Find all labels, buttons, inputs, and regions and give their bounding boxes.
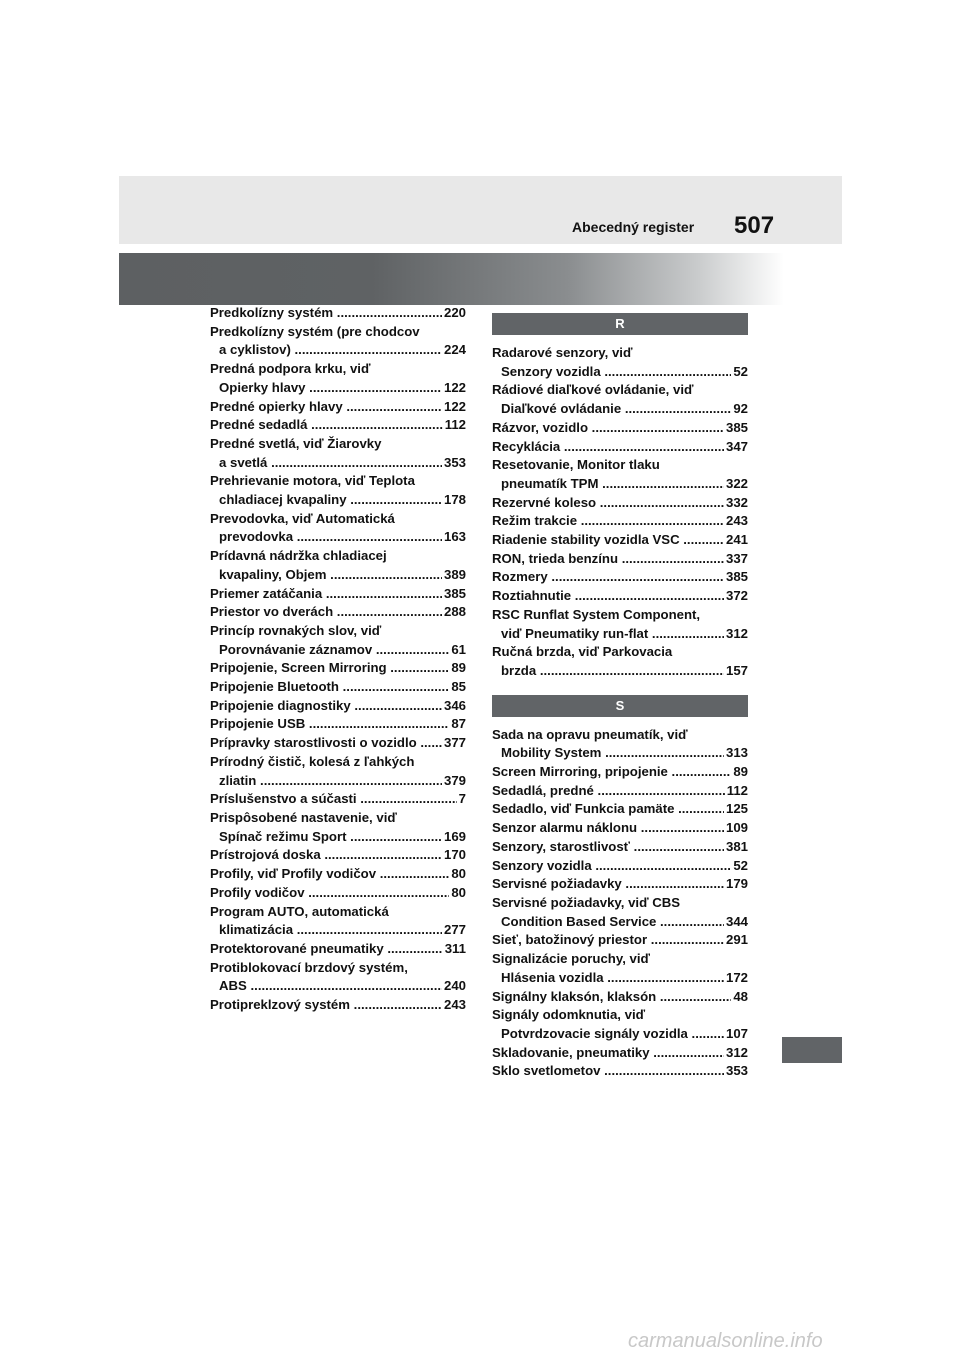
index-entry xyxy=(492,875,748,894)
index-entry xyxy=(492,512,748,531)
index-entry-text: Pripojenie Bluetooth ..... xyxy=(210,678,449,697)
index-entry-text: Pripojenie, Screen Mirroring ..... xyxy=(210,659,449,678)
index-entry-text: Predná podpora krku, viď xyxy=(210,361,371,377)
index-entry-text: Sieť, batožinový priestor ..... xyxy=(492,931,724,950)
index-entry-text: Mobility System ..... xyxy=(501,744,724,763)
index-entry-page: 377 xyxy=(443,735,466,751)
index-entry-page: 61 xyxy=(451,641,466,657)
index-column-left xyxy=(210,304,466,1015)
index-entry xyxy=(492,494,748,513)
index-entry xyxy=(492,763,748,782)
index-entry xyxy=(210,865,466,884)
index-entry-text: chladiacej kvapaliny ..... xyxy=(219,491,442,510)
index-entry-page: 52 xyxy=(733,363,748,379)
index-entry-text: a cyklistov) ..... xyxy=(219,341,442,360)
index-entry xyxy=(210,996,466,1015)
index-entry xyxy=(492,969,748,988)
index-entry-page: 311 xyxy=(444,940,466,956)
index-entry-page: 122 xyxy=(443,379,466,395)
index-entry xyxy=(210,585,466,604)
index-entry-text: Signály odomknutia, viď xyxy=(492,1007,646,1023)
index-entry-page: 179 xyxy=(725,876,748,892)
index-entry-text: Signalizácie poruchy, viď xyxy=(492,951,651,967)
index-entry xyxy=(210,678,466,697)
index-entry-text: Sada na opravu pneumatík, viď xyxy=(492,726,688,742)
section-r-list xyxy=(492,344,748,681)
index-entry-text: Resetovanie, Monitor tlaku xyxy=(492,457,660,473)
index-entry-text: Režim trakcie ..... xyxy=(492,512,724,531)
index-entry xyxy=(210,398,466,417)
index-entry xyxy=(492,662,748,681)
index-column-right xyxy=(492,313,748,1081)
index-entry xyxy=(210,360,466,379)
index-entry xyxy=(210,772,466,791)
index-entry-text: Predné opierky hlavy ..... xyxy=(210,398,442,417)
index-entry xyxy=(492,381,748,400)
index-entry-page: 385 xyxy=(725,419,748,435)
index-entry-text: Rázvor, vozidlo ..... xyxy=(492,419,724,438)
index-entry-page: 243 xyxy=(443,997,466,1013)
index-entry-page: 80 xyxy=(451,884,466,900)
index-entry-page: 92 xyxy=(733,401,748,417)
index-entry-page: 52 xyxy=(733,857,748,873)
index-entry xyxy=(492,587,748,606)
index-entry-page: 312 xyxy=(725,625,748,641)
index-entry-page: 381 xyxy=(725,838,748,854)
index-entry-page: 122 xyxy=(443,398,466,414)
index-entry-text: Prístrojová doska ..... xyxy=(210,846,442,865)
index-entry-text: Predné svetlá, viď Žiarovky xyxy=(210,435,382,451)
section-s-list xyxy=(492,726,748,1081)
index-entry xyxy=(210,566,466,585)
index-entry-page: 220 xyxy=(443,305,466,320)
index-entry xyxy=(492,950,748,969)
index-entry-text: kvapaliny, Objem ..... xyxy=(219,566,442,585)
index-entry-text: Priemer zatáčania ..... xyxy=(210,585,442,604)
index-entry xyxy=(492,363,748,382)
index-entry xyxy=(492,1044,748,1063)
index-entry-text: Sedadlo, viď Funkcia pamäte ..... xyxy=(492,800,724,819)
index-entry-text: RSC Runflat System Component, xyxy=(492,606,701,622)
index-entry xyxy=(492,456,748,475)
index-entry-text: Senzor alarmu náklonu ..... xyxy=(492,819,724,838)
index-entry-text: Servisné požiadavky, viď CBS xyxy=(492,894,681,910)
index-entry-page: 157 xyxy=(725,662,748,678)
index-entry xyxy=(210,940,466,959)
decorative-gradient-bar xyxy=(119,253,842,305)
index-entry-page: 344 xyxy=(725,913,748,929)
index-entry-page: 125 xyxy=(725,801,748,817)
index-entry xyxy=(492,568,748,587)
index-entry xyxy=(492,838,748,857)
index-entry-text: Condition Based Service ..... xyxy=(501,913,724,932)
index-entry-page: 346 xyxy=(443,697,466,713)
index-entry xyxy=(492,531,748,550)
index-entry-page: 172 xyxy=(725,969,748,985)
index-entry-page: 337 xyxy=(725,550,748,566)
index-entry-text: Pripojenie diagnostiky ..... xyxy=(210,697,442,716)
index-entry-page: 353 xyxy=(725,1063,748,1079)
index-entry-page: 379 xyxy=(443,772,466,788)
index-entry xyxy=(210,959,466,978)
index-entry-text: Hlásenia vozidla ..... xyxy=(501,969,724,988)
index-entry-page: 313 xyxy=(725,745,748,761)
index-entry-text: Servisné požiadavky ..... xyxy=(492,875,724,894)
index-entry xyxy=(210,304,466,323)
index-entry-text: pneumatík TPM ..... xyxy=(501,475,724,494)
page-number: 507 xyxy=(734,212,775,239)
index-entry-text: Signálny klaksón, klaksón ..... xyxy=(492,988,731,1007)
index-entry xyxy=(210,547,466,566)
index-entry xyxy=(492,550,748,569)
index-entry-text: Sedadlá, predné ..... xyxy=(492,782,725,801)
index-entry xyxy=(492,931,748,950)
index-entry-page: 385 xyxy=(725,569,748,585)
index-entry-page: 385 xyxy=(443,585,466,601)
index-entry-text: Prírodný čistič, kolesá z ľahkých xyxy=(210,753,415,769)
index-entry xyxy=(492,894,748,913)
index-entry-page: 347 xyxy=(725,438,748,454)
page-title: Abecedný register xyxy=(572,219,695,235)
index-entry xyxy=(210,435,466,454)
index-entry-page: 224 xyxy=(443,342,466,358)
index-entry xyxy=(210,884,466,903)
index-entry-page: 178 xyxy=(443,492,466,508)
index-entry xyxy=(210,641,466,660)
index-entry-text: Protiblokovací brzdový systém, xyxy=(210,959,408,975)
index-entry xyxy=(492,419,748,438)
index-entry-text: RON, trieda benzínu ..... xyxy=(492,550,724,569)
index-entry-page: 112 xyxy=(444,417,466,433)
index-entry xyxy=(210,753,466,772)
index-entry xyxy=(210,454,466,473)
index-entry-page: 322 xyxy=(725,475,748,491)
index-entry xyxy=(492,625,748,644)
section-header-s: S xyxy=(492,695,748,717)
index-entry-text: brzda ..... xyxy=(501,662,724,681)
index-entry-page: 107 xyxy=(725,1025,748,1041)
index-entry-page: 241 xyxy=(725,532,748,548)
index-entry xyxy=(210,903,466,922)
index-entry-page: 389 xyxy=(443,566,466,582)
index-entry-page: 312 xyxy=(725,1044,748,1060)
index-entry-text: Rezervné koleso ..... xyxy=(492,494,724,513)
index-entry xyxy=(492,344,748,363)
index-entry-text: Potvrdzovacie signály vozidla ..... xyxy=(501,1025,724,1044)
index-entry xyxy=(492,1062,748,1081)
index-entry xyxy=(210,323,466,342)
index-entry-text: Protektorované pneumatiky ..... xyxy=(210,940,443,959)
index-entry-text: Ručná brzda, viď Parkovacia xyxy=(492,644,673,660)
index-entry xyxy=(210,828,466,847)
index-entry xyxy=(492,800,748,819)
section-header-r: R xyxy=(492,313,748,335)
index-entry-text: Prevodovka, viď Automatická xyxy=(210,510,395,526)
index-entry xyxy=(210,734,466,753)
index-entry-text: a svetlá ..... xyxy=(219,454,442,473)
index-entry-page: 163 xyxy=(443,529,466,545)
index-entry xyxy=(210,809,466,828)
index-entry-page: 169 xyxy=(443,828,466,844)
index-entry-text: Diaľkové ovládanie ..... xyxy=(501,400,731,419)
index-entry-page: 87 xyxy=(451,716,466,732)
index-entry-text: Prehrievanie motora, viď Teplota xyxy=(210,473,415,489)
index-entry xyxy=(492,643,748,662)
watermark: carmanualsonline.info xyxy=(628,1330,823,1352)
index-entry xyxy=(492,438,748,457)
index-entry-text: Riadenie stability vozidla VSC ..... xyxy=(492,531,724,550)
index-entry xyxy=(492,782,748,801)
index-entry xyxy=(210,416,466,435)
index-entry-text: Prídavná nádržka chladiacej xyxy=(210,548,387,564)
index-entry-text: Senzory vozidla ..... xyxy=(492,857,731,876)
index-entry xyxy=(210,921,466,940)
index-entry-page: 170 xyxy=(443,847,466,863)
index-entry xyxy=(210,528,466,547)
index-entry-page: 89 xyxy=(733,764,748,780)
index-entry-page: 353 xyxy=(443,454,466,470)
index-entry-text: Senzory, starostlivosť ..... xyxy=(492,838,724,857)
index-entry-page: 89 xyxy=(451,660,466,676)
index-entry xyxy=(210,379,466,398)
index-entry-text: Senzory vozidla ..... xyxy=(501,363,731,382)
index-entry-page: 80 xyxy=(451,866,466,882)
index-entry-text: Roztiahnutie ..... xyxy=(492,587,724,606)
index-entry-text: Rozmery ..... xyxy=(492,568,724,587)
index-entry xyxy=(210,790,466,809)
index-entry xyxy=(210,715,466,734)
index-entry-text: Opierky hlavy ..... xyxy=(219,379,442,398)
index-entry-page: 240 xyxy=(443,978,466,994)
index-entry-text: Radarové senzory, viď xyxy=(492,345,633,360)
index-entry-text: klimatizácia ..... xyxy=(219,921,442,940)
index-entry xyxy=(210,846,466,865)
index-entry-text: Pripojenie USB ..... xyxy=(210,715,449,734)
index-entry xyxy=(492,744,748,763)
index-entry xyxy=(492,819,748,838)
index-entry xyxy=(210,491,466,510)
index-entry xyxy=(492,475,748,494)
index-entry xyxy=(210,510,466,529)
index-entry xyxy=(210,341,466,360)
index-entry-text: Predné sedadlá ..... xyxy=(210,416,443,435)
index-entry-text: zliatin ..... xyxy=(219,772,442,791)
index-entry xyxy=(210,622,466,641)
index-entry-text: Profily vodičov ..... xyxy=(210,884,449,903)
index-entry-text: Skladovanie, pneumatiky ..... xyxy=(492,1044,724,1063)
index-entry-text: Screen Mirroring, pripojenie ..... xyxy=(492,763,731,782)
index-entry xyxy=(210,977,466,996)
index-entry-page: 85 xyxy=(451,679,466,695)
index-entry-page: 112 xyxy=(726,782,748,798)
index-entry-text: Príslušenstvo a súčasti ..... xyxy=(210,790,457,809)
index-entry-text: Profily, viď Profily vodičov ..... xyxy=(210,865,449,884)
index-entry-text: Priestor vo dverách ..... xyxy=(210,603,442,622)
index-entry-text: Prispôsobené nastavenie, viď xyxy=(210,809,397,825)
index-entry-page: 372 xyxy=(725,588,748,604)
index-entry xyxy=(492,400,748,419)
index-entry xyxy=(492,988,748,1007)
index-entry-page: 48 xyxy=(733,988,748,1004)
index-entry-page: 291 xyxy=(725,932,748,948)
index-entry-text: Predkolízny systém (pre chodcov xyxy=(210,323,420,339)
index-entry-text: Prípravky starostlivosti o vozidlo ..... xyxy=(210,734,442,753)
index-entry xyxy=(210,697,466,716)
index-entry xyxy=(492,1006,748,1025)
index-entry-page: 332 xyxy=(725,494,748,510)
index-entry-page: 109 xyxy=(725,820,748,836)
index-entry-text: Predkolízny systém ..... xyxy=(210,304,442,323)
index-entry-text: Porovnávanie záznamov ..... xyxy=(219,641,449,660)
index-entry-text: Program AUTO, automatická xyxy=(210,903,389,919)
index-entry-text: ABS ..... xyxy=(219,977,442,996)
index-entry-text: Protipreklzový systém ..... xyxy=(210,996,442,1015)
index-entry-page: 7 xyxy=(458,791,466,807)
index-entry-text: Princíp rovnakých slov, viď xyxy=(210,622,382,638)
index-entry-page: 288 xyxy=(443,604,466,620)
index-entry xyxy=(492,726,748,745)
index-entry-text: viď Pneumatiky run-flat ..... xyxy=(501,625,724,644)
index-entry-text: Spínač režimu Sport ..... xyxy=(219,828,442,847)
index-entry-text: Sklo svetlometov ..... xyxy=(492,1062,724,1081)
index-entry xyxy=(210,659,466,678)
index-entry-page: 277 xyxy=(443,922,466,938)
index-entry xyxy=(492,1025,748,1044)
index-entry xyxy=(492,913,748,932)
index-entry xyxy=(492,606,748,625)
index-thumb-tab xyxy=(782,1037,842,1063)
index-entry xyxy=(210,472,466,491)
index-entry xyxy=(210,603,466,622)
index-entry xyxy=(492,857,748,876)
index-entry-text: Rádiové diaľkové ovládanie, viď xyxy=(492,382,694,398)
index-entry-text: prevodovka ..... xyxy=(219,528,442,547)
index-entry-page: 243 xyxy=(725,513,748,529)
index-entry-text: Recyklácia ..... xyxy=(492,438,724,457)
